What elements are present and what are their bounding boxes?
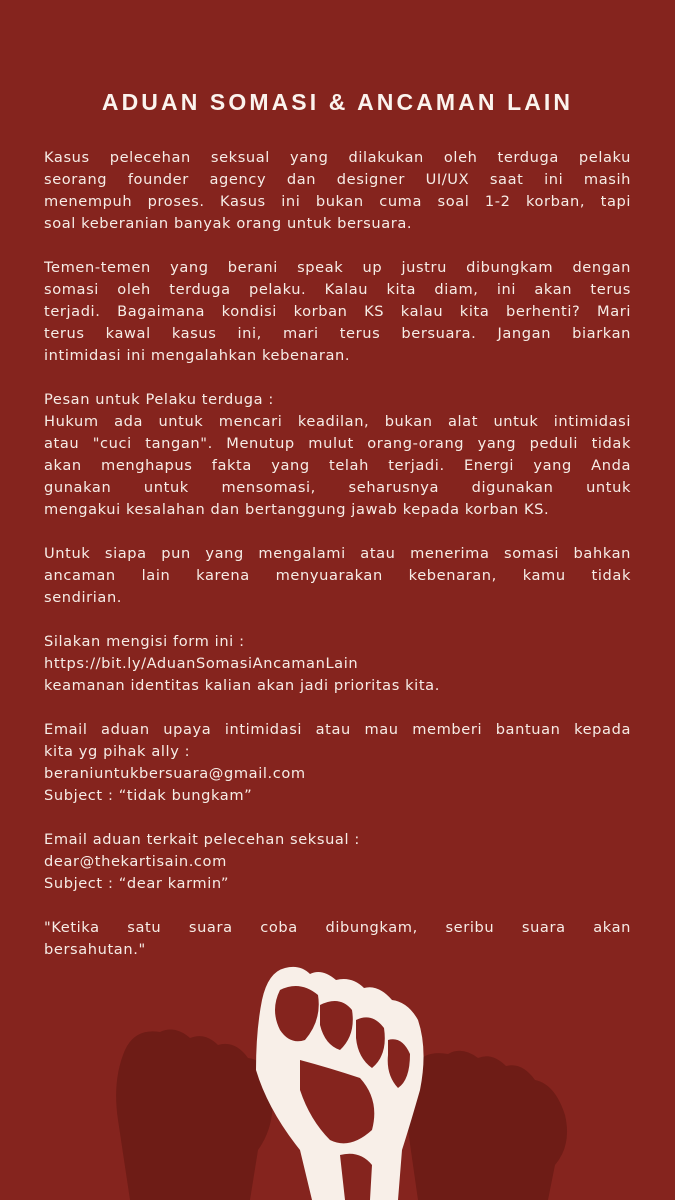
text-line: Email aduan terkait pelecehan seksual : [44,831,360,848]
poster-title: ADUAN SOMASI & ANCAMAN LAIN [101,89,574,115]
main-fist-icon [256,967,424,1200]
paragraph-gap [44,367,631,389]
text-line: seorang founder agency dan designer UI/UX saat ini masih [44,171,631,188]
text-line: gunakan untuk mensomasi, seharusnya digunakan untuk [44,479,631,496]
raised-fists-icon [0,950,675,1200]
text-line[interactable]: dear@thekartisain.com [44,853,227,870]
text-line: Temen-temen yang berani speak up justru dibungkam dengan [44,259,631,276]
text-line: intimidasi ini mengalahkan kebenaran. [44,347,351,364]
poster-body [44,147,631,961]
text-line: mengakui kesalahan dan bertanggung jawab kepada korban KS. [44,501,550,518]
text-line: menempuh proses. Kasus ini bukan cuma soal 1-2 korban, tapi [44,193,631,210]
text-line: sendirian. [44,589,123,606]
text-line: keamanan identitas kalian akan jadi prioritas kita. [44,677,440,694]
text-line[interactable]: beraniuntukbersuara@gmail.com [44,765,306,782]
text-line: somasi oleh terduga pelaku. Kalau kita diam, ini akan terus [44,281,631,298]
text-line: bersahutan." [44,941,146,958]
text-line: Email aduan upaya intimidasi atau mau memberi bantuan kepada [44,721,631,738]
text-line: kita yg pihak ally : [44,743,191,760]
text-line: Subject : “tidak bungkam” [44,787,253,804]
text-line: atau "cuci tangan". Menutup mulut orang-orang yang peduli tidak [44,435,631,452]
text-line: Subject : “dear karmin” [44,875,230,892]
text-line: Hukum ada untuk mencari keadilan, bukan alat untuk intimidasi [44,413,631,430]
text-line: soal keberanian banyak orang untuk bersuara. [44,215,413,232]
text-line[interactable]: https://bit.ly/AduanSomasiAncamanLain [44,655,359,672]
text-line: Kasus pelecehan seksual yang dilakukan oleh terduga pelaku [44,149,631,166]
text-line: akan menghapus fakta yang telah terjadi. Energi yang Anda [44,457,631,474]
text-line: "Ketika satu suara coba dibungkam, seribu suara akan [44,919,631,936]
text-line: Pesan untuk Pelaku terduga : [44,391,274,408]
paragraph-gap [44,609,631,631]
paragraph-gap [44,235,631,257]
text-line: terjadi. Bagaimana kondisi korban KS kalau kita berhenti? Mari [44,303,631,320]
paragraph-gap [44,697,631,719]
text-line: ancaman lain karena menyuarakan kebenaran, kamu tidak [44,567,631,584]
text-line: Untuk siapa pun yang mengalami atau menerima somasi bahkan [44,545,631,562]
paragraph-gap [44,807,631,829]
paragraph-gap [44,521,631,543]
shadow-fist-right-icon [406,1051,567,1200]
text-line: terus kawal kasus ini, mari terus bersuara. Jangan biarkan [44,325,631,342]
paragraph-gap [44,895,631,917]
shadow-fist-left-icon [116,1030,273,1200]
text-line: Silakan mengisi form ini : [44,633,245,650]
